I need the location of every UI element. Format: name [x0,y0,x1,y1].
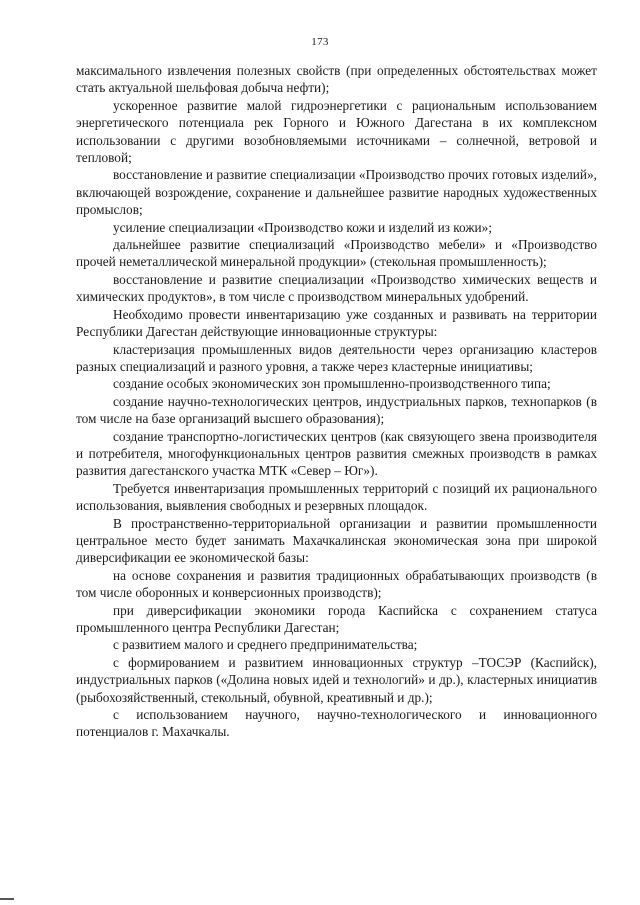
paragraph: максимального извлечения полезных свойств (при определенных обстоятельствах может стать актуальной шельфовая добыча нефти); [76,63,597,96]
paragraph: ускоренное развитие малой гидроэнергетики с рациональным использованием энергетического потенциала рек Горного и Южного Дагестана в их комплексном использовании с другими возобновляемыми источниками – солнечной, ветровой и тепловой; [76,97,597,166]
paragraph: восстановление и развитие специализации «Производство химических веществ и химических продуктов», в том числе с производством минеральных удобрений. [76,271,597,305]
paragraph: Необходимо провести инвентаризацию уже созданных и развивать на территории Республики Дагестан действующие инновационные структуры: [76,306,597,340]
paragraph: усиление специализации «Производство кожи и изделий из кожи»; [113,219,493,235]
paragraph: при диверсификации экономики города Каспийска с сохранением статуса промышленного центра Республики Дагестан; [76,602,597,635]
scan-edge-mark [0,898,14,900]
paragraph: создание особых экономических зон промышленно-производственного типа; [113,376,551,392]
body-text [76,62,597,741]
paragraph: создание транспортно-логистических центров (как связующего звена производителя и потребителя, многофункциональных центров развития смежных производств в рамках развития дагестанского участка МТК «Север – Юг»). [76,428,597,479]
paragraph: В пространственно-территориальной организации и развитии промышленности центральное место будет занимать Махачкалинская экономическая зона при широкой диверсификации ее экономической базы: [76,515,597,566]
paragraph: с использованием научного, научно-технологического и инновационного потенциалов г. Махачкалы. [76,707,597,740]
paragraph: восстановление и развитие специализации «Производство прочих готовых изделий», включающей возрождение, сохранение и дальнейшее развитие народных художественных промыслов; [76,167,597,218]
paragraph: кластеризация промышленных видов деятельности через организацию кластеров разных специализаций и разного уровня, а также через кластерные инициативы; [76,341,597,374]
paragraph: с развитием малого и среднего предпринимательства; [113,637,418,653]
paragraph: создание научно-технологических центров, индустриальных парков, технопарков (в том числе на базе организаций высшего образования); [76,393,597,427]
paragraph: на основе сохранения и развития традиционных обрабатывающих производств (в том числе оборонных и конверсионных производств); [76,567,597,601]
paragraph: дальнейшее развитие специализаций «Производство мебели» и «Производство прочей неметаллической минеральной продукции» (стекольная промышленность); [76,237,597,270]
paragraph: Требуется инвентаризация промышленных территорий с позиций их рационального использования, выявления свободных и резервных площадок. [76,480,597,514]
page-number: 173 [311,36,329,48]
paragraph: с формированием и развитием инновационных структур –ТОСЭР (Каспийск), индустриальных парков («Долина новых идей и технологий» и др.), кластерных инициатив (рыбохозяйственный, стекольный, обувной, креативный и др.); [76,654,597,705]
